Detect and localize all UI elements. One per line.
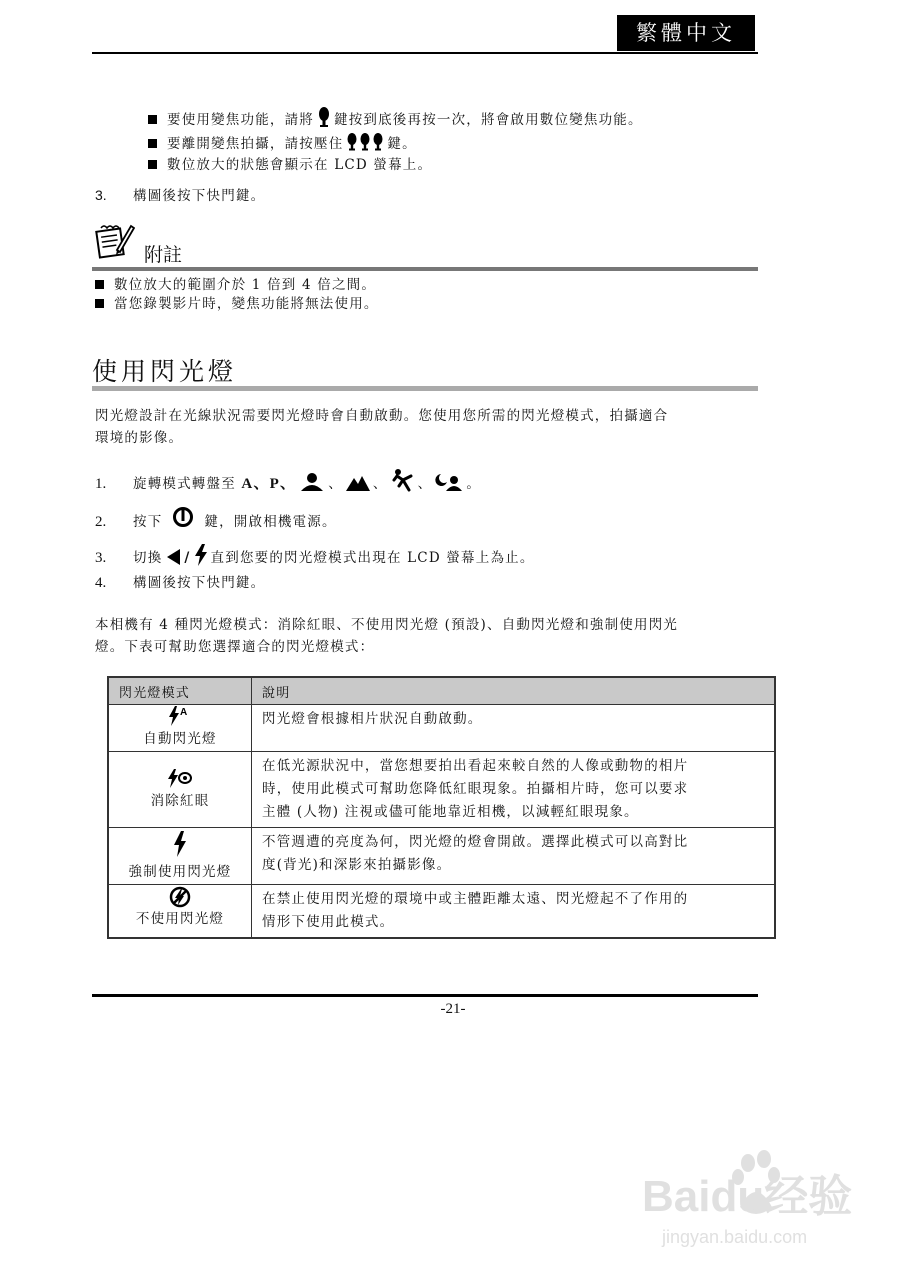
night-portrait-mode-icon bbox=[435, 472, 463, 492]
step-3-flash-toggle: 3. 切換 / 直到您要的閃光燈模式出現在 LCD 螢幕上為止。 bbox=[95, 544, 535, 568]
flash-redeye-icon bbox=[167, 768, 193, 790]
footer-rule bbox=[92, 994, 758, 997]
flash-mode-table bbox=[107, 676, 776, 939]
table-cell-mode: 消除紅眼 bbox=[108, 752, 252, 828]
table-cell-mode: 不使用閃光燈 bbox=[108, 885, 252, 939]
table-row bbox=[108, 828, 775, 885]
left-arrow-icon bbox=[165, 548, 181, 566]
note-rule bbox=[92, 267, 758, 271]
flash-off-icon bbox=[169, 886, 191, 908]
baidu-watermark-logo bbox=[640, 1145, 880, 1255]
note-item: 當您錄製影片時，變焦功能將無法使用。 bbox=[95, 294, 379, 314]
section-intro: 閃光燈設計在光線狀況需要閃光燈時會自動啟動。您使用您所需的閃光燈模式，拍攝適合 環境的影像。 bbox=[95, 408, 669, 446]
note-item: 數位放大的範圍介於 1 倍到 4 倍之間。 bbox=[95, 275, 376, 295]
step-1-mode-dial: 1. 旋轉模式轉盤至 A、P、 、 、 、 。 bbox=[95, 468, 481, 494]
step-2-power: 2. 按下 鍵，開啟相機電源。 bbox=[95, 506, 337, 532]
watermark-url: jingyan.baidu.com bbox=[662, 1227, 808, 1247]
table-cell-mode: 強制使用閃光燈 bbox=[108, 828, 252, 885]
table-row bbox=[108, 885, 775, 939]
table-cell-desc: 在禁止使用閃光燈的環境中或主體距離太遠、閃光燈起不了作用的 情形下使用此模式。 bbox=[252, 885, 776, 939]
bullet-zoom-exit: 要離開變焦拍攝，請按壓住 鍵。 bbox=[148, 132, 417, 154]
table-cell-mode: A 自動閃光燈 bbox=[108, 705, 252, 752]
power-icon bbox=[172, 506, 194, 528]
bullet-zoom-lcd: 數位放大的狀態會顯示在 LCD 螢幕上。 bbox=[148, 155, 432, 175]
portrait-mode-icon bbox=[299, 472, 325, 492]
svg-text:A: A bbox=[180, 707, 189, 718]
table-row bbox=[108, 752, 775, 828]
sports-mode-icon bbox=[391, 468, 415, 492]
header-rule bbox=[92, 52, 758, 54]
bullet-square-icon bbox=[95, 280, 104, 289]
flash-modes-intro: 本相機有 4 種閃光燈模式：消除紅眼、不使用閃光燈 (預設)、自動閃光燈和強制使用閃光 燈。下表可幫助您選擇適合的閃光燈模式： bbox=[95, 617, 679, 655]
watermark-brand: Baidu经验 bbox=[642, 1172, 853, 1221]
table-row bbox=[108, 705, 775, 752]
table-cell-desc: 不管週遭的亮度為何，閃光燈的燈會開啟。選擇此模式可以高對比 度(背光)和深影來拍攝影像。 bbox=[252, 828, 776, 885]
section-title: 使用閃光燈 bbox=[92, 357, 238, 386]
bullet-square-icon bbox=[95, 299, 104, 308]
language-tab: 繁體中文 bbox=[617, 15, 755, 51]
zoom-tele-icon bbox=[317, 106, 331, 128]
bullet-square-icon bbox=[148, 160, 157, 169]
section-rule bbox=[92, 386, 758, 391]
bullet-square-icon bbox=[148, 115, 157, 124]
table-cell-desc: 在低光源狀況中，當您想要拍出看起來較自然的人像或動物的相片 時，使用此模式可幫助您降低紅眼現象。拍攝相片時，您可以要求 主體 (人物) 注視或儘可能地靠近相機，以減輕紅眼現象。 bbox=[252, 752, 776, 828]
bullet-square-icon bbox=[148, 139, 157, 148]
table-cell-desc: 閃光燈會根據相片狀況自動啟動。 bbox=[252, 705, 776, 752]
landscape-mode-icon bbox=[346, 474, 370, 492]
step-4-shutter: 4. 構圖後按下快門鍵。 bbox=[95, 575, 266, 591]
page-number: -21- bbox=[440, 1001, 466, 1017]
flash-icon bbox=[194, 544, 208, 566]
note-title: 附註 bbox=[144, 244, 183, 266]
step-3-shutter: 3. 構圖後按下快門鍵。 bbox=[95, 187, 266, 204]
table-header-mode: 閃光燈模式 bbox=[108, 677, 252, 705]
table-header-row bbox=[108, 677, 775, 705]
table-header-desc: 說明 bbox=[252, 677, 776, 705]
note-pad-icon bbox=[95, 222, 135, 260]
flash-on-icon bbox=[173, 831, 187, 857]
bullet-zoom-digital: 要使用變焦功能，請將 鍵按到底後再按一次，將會啟用數位變焦功能。 bbox=[148, 106, 643, 130]
zoom-wide-icon bbox=[346, 132, 384, 152]
flash-auto-icon bbox=[168, 706, 192, 728]
